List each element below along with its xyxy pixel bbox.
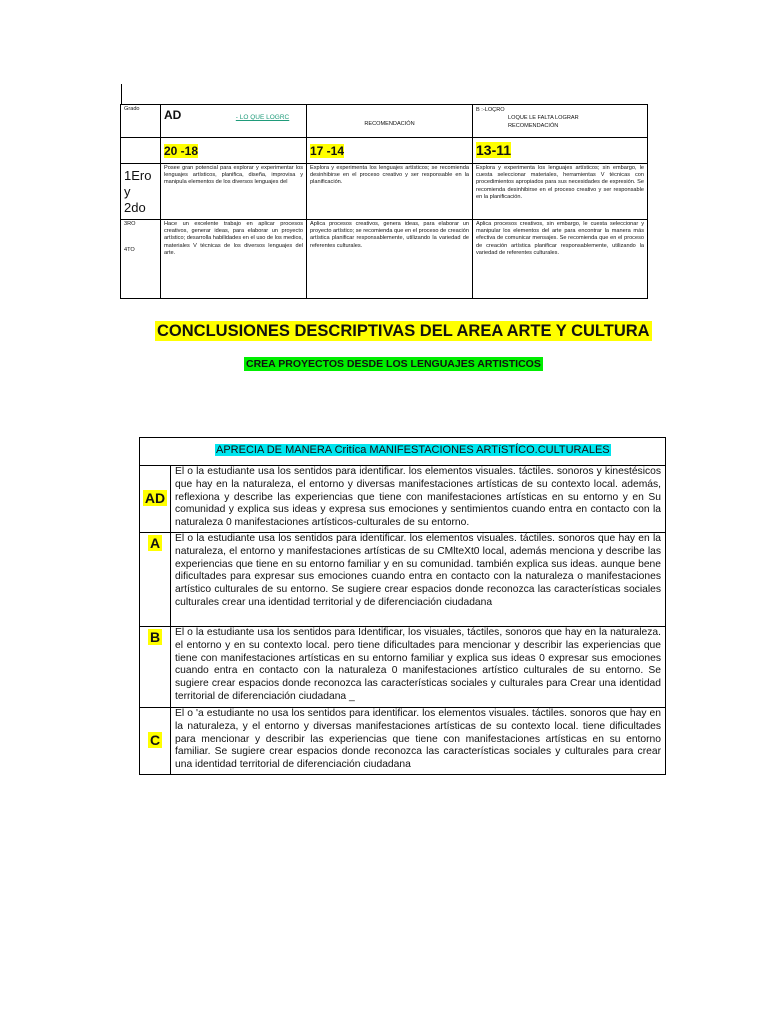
level-ad-cell	[140, 466, 171, 533]
conclusions-header: APRECIA DE MANERA Critíca MANIFESTACIONES ARTíSTÍCO.CULTURALES	[216, 444, 610, 456]
table-cell: Explora y experimenta los lenguajes artísticos; se recomienda desinhibirse en el proceso creativo y ser responsable en la planificación.	[307, 164, 473, 220]
range-20-18: 20 -18	[164, 143, 199, 158]
recomendacion2-header: RECOMENDACIÓN	[508, 123, 559, 129]
b-logro-header-cell	[473, 105, 648, 138]
grade-line: 1Ero	[124, 167, 152, 183]
level-b: B	[149, 628, 161, 645]
level-description: El o la estudiante usa los sentidos para identificar. los elementos visuales. táctiles. sonoros y kinestésicos que hay en la naturaleza, el entorno y diversas manifestaciones artísticas de su contexto local. además, reflexiona y describe las experiencias que tiene con manifestaciones artísticas en su entorno y en Su comunidad y explica sus ideas y expresa sus emociones y sentimientos cuando entra en contacto con la naturaleza 0 manifestaciones artísticos-culturales de su entorno.	[171, 466, 666, 533]
range-17-14: 17 -14	[310, 143, 345, 158]
level-b-cell	[140, 626, 171, 707]
level-a-cell	[140, 532, 171, 626]
table-cell: Explora y experimenta los lenguajes artísticos; sin embargo, le cuesta seleccionar materiales, herramientas V técnicas con procedimientos apropiados para sus necesidades de expresión. Se recomienda desinhibirse en el proceso creativo y ser responsable en la planificación.	[473, 164, 648, 220]
grade-3-4	[121, 220, 161, 299]
ad-header-cell	[161, 105, 307, 138]
b-logro-header: B :-LOÇRO	[476, 107, 505, 113]
lo-que-le-falta-header: LOQUE LE FALTA LOGRAR	[508, 115, 579, 121]
table-cell: Posee gran potencial para explorar y experimentar los lenguajes artísticos, planifica, diseña, improvisa y manipula elementos de los diversos lenguajes del	[161, 164, 307, 220]
table-cell: Aplica procesos creativos, sin embargo, le cuesta seleccionar y manipular los elementos del arte para encontrar la manera más efectiva de comunicar mensajes. Se recomienda que en el proceso de creación artística planificar responsablemente, utilizando la variedad de referentes culturales.	[473, 220, 648, 299]
lo-que-logro-link[interactable]: - LO QUE LOGRC	[235, 114, 290, 121]
grade-line: y	[124, 183, 131, 199]
recomendacion-header: RECOMENDACIÓN	[364, 121, 415, 127]
recomendacion-header-cell	[307, 105, 473, 138]
level-a: A	[149, 534, 161, 551]
range-cell-1	[161, 138, 307, 164]
level-c: C	[149, 731, 161, 748]
grade-line: 2do	[124, 199, 146, 215]
range-13-11: 13-11	[476, 141, 512, 158]
level-ad: AD	[144, 489, 166, 506]
level-description: El o 'a estudiante no usa los sentidos para identificar. los elementos visuales. táctiles. sonoros que hay en la naturaleza, y el entorno y diversas manifestaciones artísticas de su contexto local. tiene dificultades para mencionar y describir las experiencias que tiene con manifestaciones artísticas en su entorno familiar. Se sugiere crear espacios donde reconozca las características sociales y culturales para crear una identidad territorial de diferenciación ciudadana	[171, 707, 666, 774]
range-empty-cell	[121, 138, 161, 164]
level-description: El o la estudiante usa los sentidos para identificar. los elementos visuales. táctiles. sonoros que hay en la naturaleza, el entorno y manifestaciones artísticas de su CMlteXt0 local, además menciona y describe las experiencias que tiene en su entorno familiar y en su comunidad. también explica sus ideas. aunque bene dificultades para expresar sus emociones cuando entra en contacto con la naturaleza o manifestaciones artístico culturales de su entorno. Se sugiere crear espacios donde reconozca las características sociales culturales crear una identidad territorial y de diferenciación ciudadana	[171, 532, 666, 626]
grade-line: 3RO	[124, 221, 136, 227]
conclusions-header-cell	[140, 438, 666, 466]
range-cell-2	[307, 138, 473, 164]
ad-header: AD	[164, 108, 182, 122]
margin-line	[121, 84, 122, 104]
table-cell: Aplica procesos creativos, genera ideas, para elaborar un proyecto artístico; se recomienda que en el proceso de creación artística planificar responsablemente, utilizando la variedad de referentes culturales.	[307, 220, 473, 299]
grade-1-2	[121, 164, 161, 220]
range-cell-3	[473, 138, 648, 164]
level-c-cell	[140, 707, 171, 774]
page-subtitle: CREA PROYECTOS DESDE LOS LENGUAJES ARTISTICOS	[246, 358, 541, 370]
grade-table	[120, 104, 648, 299]
level-description: El o la estudiante usa los sentidos para Identificar, los visuales, táctiles, sonoros que hay en la naturaleza. el entorno y en su contexto local. pero tiene dificultades para mencionar y describir las experiencias que tiene con manifestaciones artísticas en su entorno familiar y explica sus ideas 0 expresar sus emociones cuando entra en contacto con la naturaleza 0 manifestaciones artístico culturales de su entorno. Se sugiere crear espacios donde reconozca las características sociales y culturales para Crear una identidad territorial de diferenciación ciudadana _	[171, 626, 666, 707]
grade-line: 4TO	[124, 247, 135, 253]
table-cell: Hace un excelente trabajo en aplicar procesos creativos, generar ideas, para elaborar un proyecto artístico; desarrolla habilidades en el uso de los medios, materiales V técnicas de los diversos lenguajes del arte.	[161, 220, 307, 299]
grado-header: Grado	[121, 105, 161, 138]
page-title: CONCLUSIONES DESCRIPTIVAS DEL AREA ARTE Y CULTURA	[157, 322, 650, 340]
conclusions-table	[139, 437, 666, 775]
